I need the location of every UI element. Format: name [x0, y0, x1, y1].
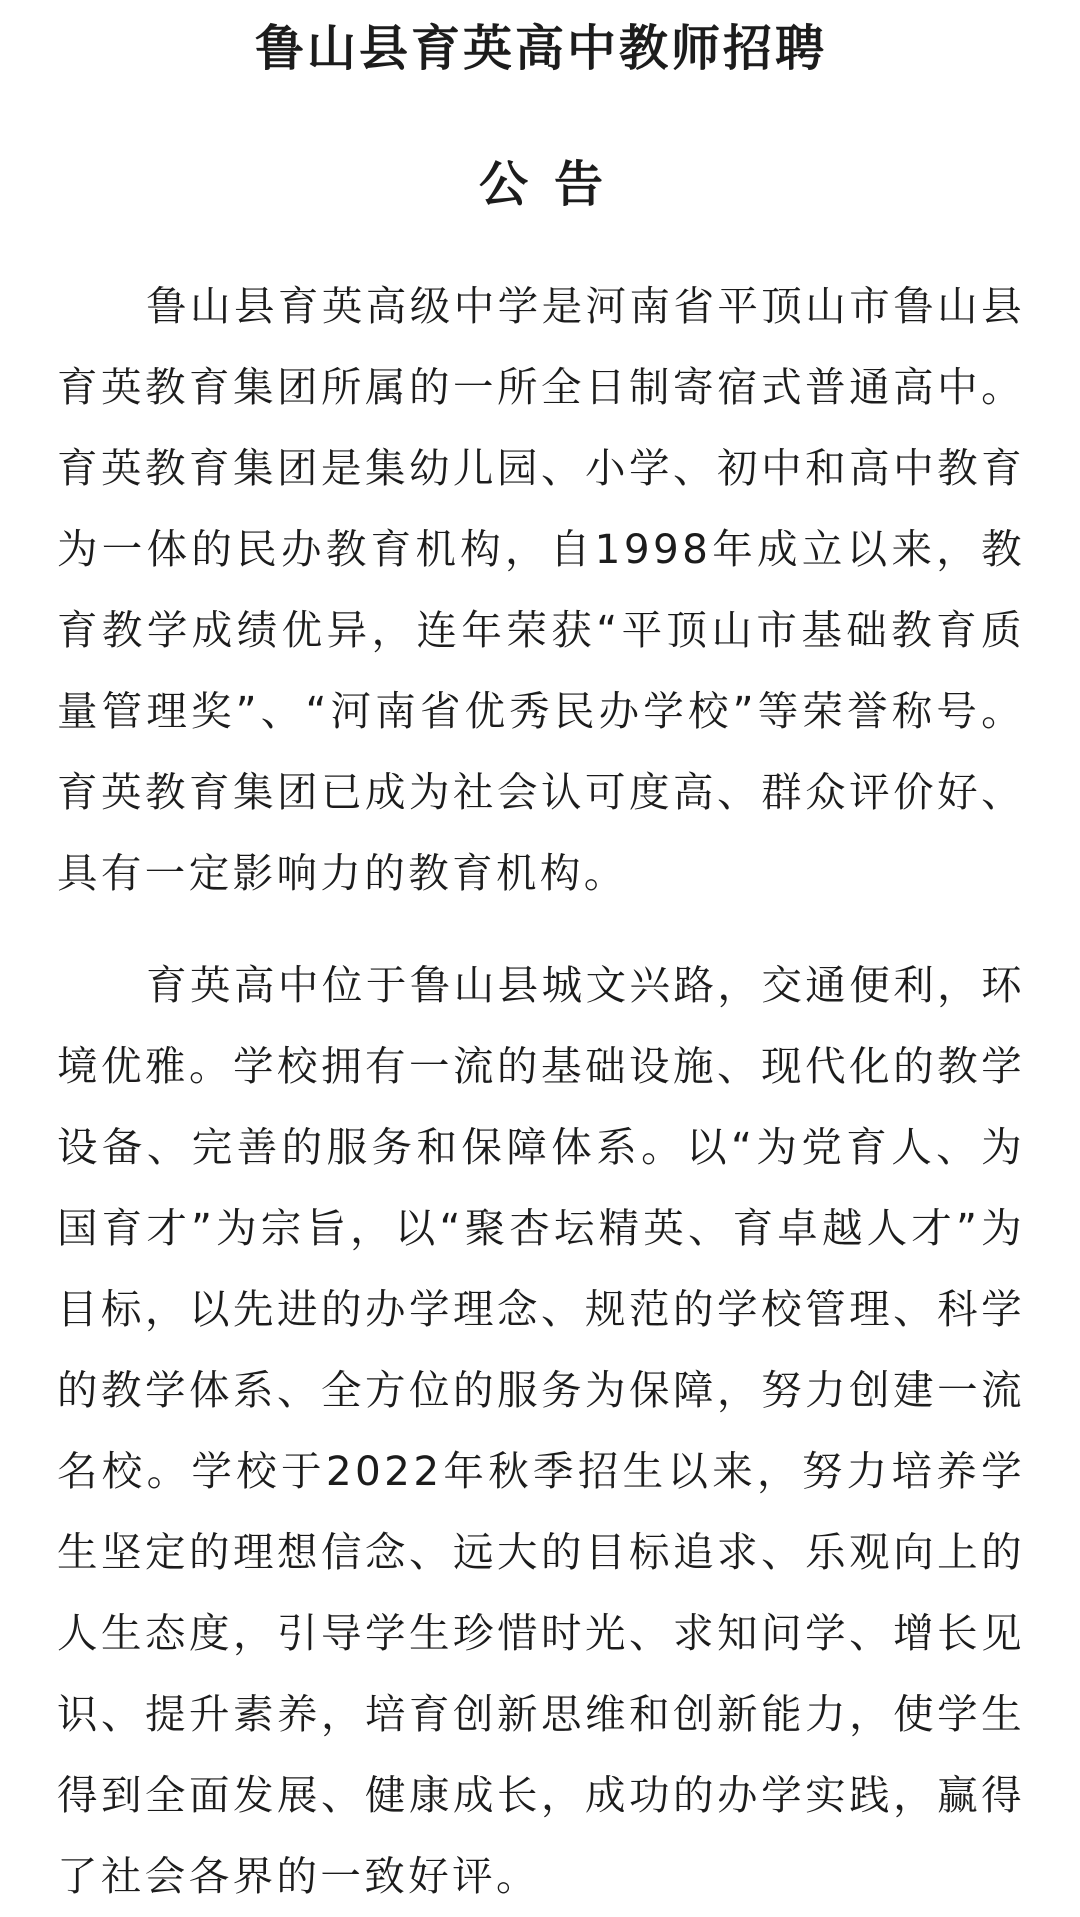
school-paragraph: 育英高中位于鲁山县城文兴路，交通便利，环境优雅。学校拥有一流的基础设施、现代化的教学设备、完善的服务和保障体系。以“为党育人、为国育才”为宗旨，以“聚杏坛精英、育卓越人才”为目标，以先进的办学理念、规范的学校管理、科学的教学体系、全方位的服务为保障，努力创建一流名校。学校于2022年秋季招生以来，努力培养学生坚定的理想信念、远大的目标追求、乐观向上的人生态度，引导学生珍惜时光、求知问学、增长见识、提升素养，培育创新思维和创新能力，使学生得到全面发展、健康成长，成功的办学实践，赢得了社会各界的一致好评。	[57, 961, 1025, 1900]
intro-paragraph: 鲁山县育英高级中学是河南省平顶山市鲁山县育英教育集团所属的一所全日制寄宿式普通高中。育英教育集团是集幼儿园、小学、初中和高中教育为一体的民办教育机构，自1998年成立以来，教育教学成绩优异，连年荣获“平顶山市基础教育质量管理奖”、“河南省优秀民办学校”等荣誉称号。育英教育集团已成为社会认可度高、群众评价好、具有一定影响力的教育机构。	[57, 282, 1025, 897]
page-title: 鲁山县育英高中教师招聘	[254, 20, 827, 77]
page-subtitle: 公告	[478, 156, 629, 213]
